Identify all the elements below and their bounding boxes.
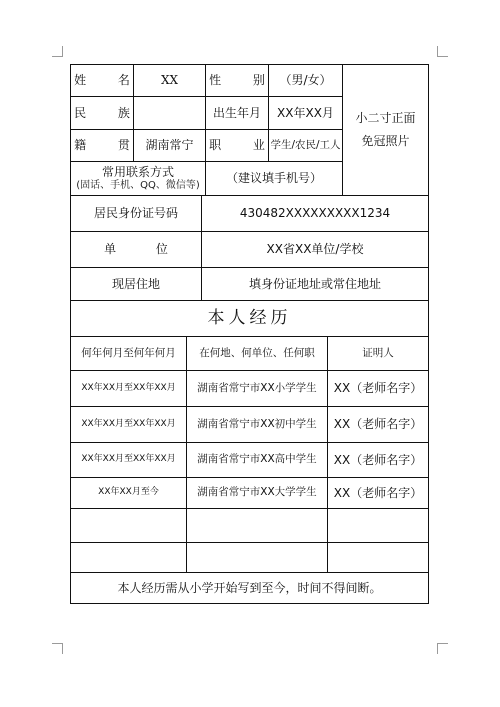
contact-note: (固话、手机、QQ、微信等) bbox=[76, 179, 200, 191]
unit-label: 单 位 bbox=[71, 232, 202, 268]
occupation-label: 职 业 bbox=[206, 130, 269, 162]
name-label: 姓 名 bbox=[71, 65, 134, 97]
crop-mark-top-right bbox=[437, 46, 448, 57]
experience-row-4-witness[interactable]: XX（老师名字） bbox=[328, 478, 428, 509]
experience-header-period: 何年何月至何年何月 bbox=[71, 337, 187, 371]
id-label: 居民身份证号码 bbox=[71, 196, 202, 232]
photo-placeholder[interactable]: 小二寸正面免冠照片 bbox=[343, 65, 428, 196]
crop-mark-bottom-left bbox=[52, 643, 63, 654]
experience-row-2-place[interactable]: 湖南省常宁市XX初中学生 bbox=[187, 407, 328, 443]
experience-row-6-place[interactable] bbox=[187, 543, 328, 573]
ethnicity-label: 民 族 bbox=[71, 97, 134, 130]
contact-label-cell bbox=[71, 162, 206, 196]
contact-label: 常用联系方式 bbox=[101, 164, 174, 179]
unit-value[interactable]: XX省XX单位/学校 bbox=[202, 232, 428, 268]
experience-footer-note: 本人经历需从小学开始写到至今，时间不得间断。 bbox=[117, 580, 382, 595]
address-label: 现居住地 bbox=[71, 268, 202, 301]
experience-title: 本人经历 bbox=[71, 301, 428, 337]
experience-header-witness: 证明人 bbox=[328, 337, 428, 371]
name-value[interactable]: XX bbox=[134, 65, 206, 97]
origin-value[interactable]: 湖南常宁 bbox=[134, 130, 206, 162]
birth-value[interactable]: XX年XX月 bbox=[269, 97, 343, 130]
contact-value[interactable]: （建议填手机号） bbox=[206, 162, 343, 196]
experience-row-1-period[interactable]: XX年XX月至XX年XX月 bbox=[71, 371, 187, 407]
experience-row-5-period[interactable] bbox=[71, 509, 187, 543]
experience-row-5-witness[interactable] bbox=[328, 509, 428, 543]
gender-value[interactable]: （男/女） bbox=[269, 65, 343, 97]
origin-label: 籍 贯 bbox=[71, 130, 134, 162]
gender-label: 性 别 bbox=[206, 65, 269, 97]
experience-row-2-period[interactable]: XX年XX月至XX年XX月 bbox=[71, 407, 187, 443]
experience-row-6-period[interactable] bbox=[71, 543, 187, 573]
experience-row-3-period[interactable]: XX年XX月至XX年XX月 bbox=[71, 443, 187, 478]
ethnicity-value[interactable] bbox=[134, 97, 206, 130]
experience-row-3-place[interactable]: 湖南省常宁市XX高中学生 bbox=[187, 443, 328, 478]
experience-row-4-place[interactable]: 湖南省常宁市XX大学学生 bbox=[187, 478, 328, 509]
experience-row-2-witness[interactable]: XX（老师名字） bbox=[328, 407, 428, 443]
experience-row-1-witness[interactable]: XX（老师名字） bbox=[328, 371, 428, 407]
experience-row-6-witness[interactable] bbox=[328, 543, 428, 573]
experience-row-3-witness[interactable]: XX（老师名字） bbox=[328, 443, 428, 478]
address-value[interactable]: 填身份证地址或常住地址 bbox=[202, 268, 428, 301]
birth-label: 出生年月 bbox=[206, 97, 269, 130]
experience-row-5-place[interactable] bbox=[187, 509, 328, 543]
experience-header-place: 在何地、何单位、任何职 bbox=[187, 337, 328, 371]
experience-row-1-place[interactable]: 湖南省常宁市XX小学学生 bbox=[187, 371, 328, 407]
id-value[interactable]: 430482XXXXXXXXX1234 bbox=[202, 196, 428, 232]
crop-mark-top-left bbox=[52, 46, 63, 57]
experience-row-4-period[interactable]: XX年XX月至今 bbox=[71, 478, 187, 509]
resume-form-table bbox=[70, 64, 429, 604]
occupation-value[interactable]: 学生/农民/工人 bbox=[269, 130, 343, 162]
crop-mark-bottom-right bbox=[437, 643, 448, 654]
